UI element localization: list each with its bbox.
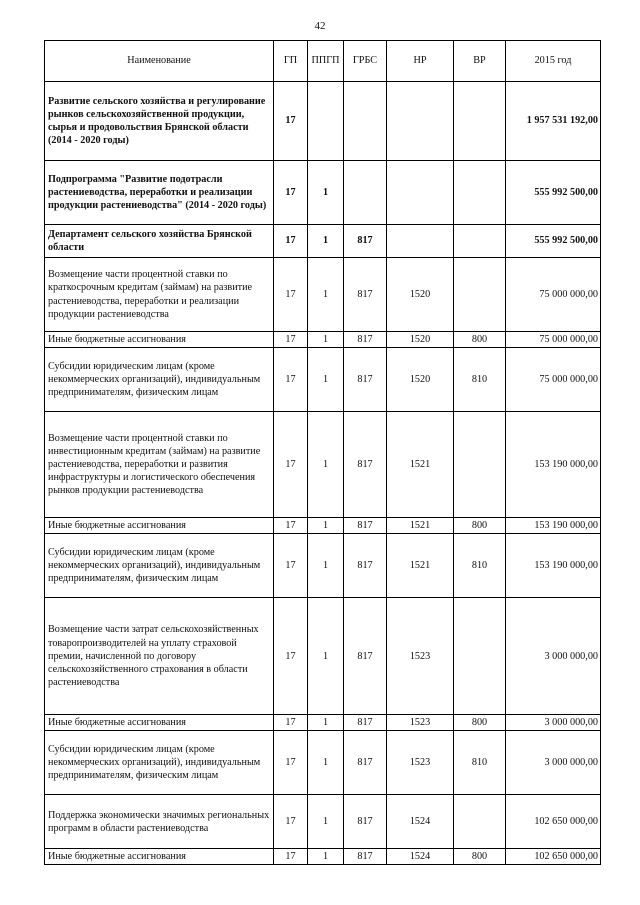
row-ppgp: 1 bbox=[308, 849, 344, 865]
table-row bbox=[45, 412, 601, 518]
table-row bbox=[45, 598, 601, 715]
row-vr bbox=[454, 258, 506, 332]
header-ppgp: ППГП bbox=[308, 41, 344, 82]
row-vr: 810 bbox=[454, 348, 506, 412]
row-gp: 17 bbox=[274, 412, 308, 518]
row-nr: 1520 bbox=[387, 258, 454, 332]
row-nr: 1523 bbox=[387, 598, 454, 715]
row-nr bbox=[387, 225, 454, 258]
row-vr bbox=[454, 795, 506, 849]
row-gp: 17 bbox=[274, 598, 308, 715]
row-vr: 810 bbox=[454, 534, 506, 598]
row-ppgp: 1 bbox=[308, 518, 344, 534]
row-grbs: 817 bbox=[344, 348, 387, 412]
row-gp: 17 bbox=[274, 518, 308, 534]
row-vr bbox=[454, 598, 506, 715]
row-name: Субсидии юридическим лицам (кроме некоммерческих организаций), индивидуальным предпринимателям, физическим лицам bbox=[45, 731, 274, 795]
row-gp: 17 bbox=[274, 332, 308, 348]
row-name: Иные бюджетные ассигнования bbox=[45, 518, 274, 534]
row-amount: 153 190 000,00 bbox=[506, 412, 601, 518]
row-ppgp: 1 bbox=[308, 225, 344, 258]
row-vr: 800 bbox=[454, 332, 506, 348]
row-gp: 17 bbox=[274, 225, 308, 258]
row-gp: 17 bbox=[274, 534, 308, 598]
table-row bbox=[45, 715, 601, 731]
header-grbs: ГРБС bbox=[344, 41, 387, 82]
row-gp: 17 bbox=[274, 258, 308, 332]
row-vr: 800 bbox=[454, 849, 506, 865]
row-vr bbox=[454, 82, 506, 161]
row-gp: 17 bbox=[274, 161, 308, 225]
row-name: Возмещение части процентной ставки по инвестиционным кредитам (займам) на развитие растениеводства, переработки и развития инфраструктуры и логистического обеспечения рынков продукции растениеводства bbox=[45, 412, 274, 518]
row-ppgp: 1 bbox=[308, 534, 344, 598]
row-nr: 1521 bbox=[387, 518, 454, 534]
row-vr: 810 bbox=[454, 731, 506, 795]
table-row bbox=[45, 518, 601, 534]
row-amount: 102 650 000,00 bbox=[506, 795, 601, 849]
table-row bbox=[45, 849, 601, 865]
row-nr: 1521 bbox=[387, 412, 454, 518]
row-ppgp: 1 bbox=[308, 715, 344, 731]
table-row bbox=[45, 795, 601, 849]
row-ppgp: 1 bbox=[308, 258, 344, 332]
row-grbs: 817 bbox=[344, 225, 387, 258]
row-grbs: 817 bbox=[344, 795, 387, 849]
row-amount: 3 000 000,00 bbox=[506, 731, 601, 795]
row-grbs: 817 bbox=[344, 715, 387, 731]
row-vr: 800 bbox=[454, 518, 506, 534]
row-name: Возмещение части процентной ставки по краткосрочным кредитам (займам) на развитие растениеводства, переработки и реализации продукции растениеводства bbox=[45, 258, 274, 332]
row-ppgp: 1 bbox=[308, 412, 344, 518]
table-row bbox=[45, 332, 601, 348]
row-name: Возмещение части затрат сельскохозяйственных товаропроизводителей на уплату страховой премии, начисленной по договору сельскохозяйственного страхования в области растениеводства bbox=[45, 598, 274, 715]
row-nr: 1521 bbox=[387, 534, 454, 598]
row-amount: 75 000 000,00 bbox=[506, 348, 601, 412]
row-name: Департамент сельского хозяйства Брянской области bbox=[45, 225, 274, 258]
row-ppgp: 1 bbox=[308, 161, 344, 225]
row-grbs bbox=[344, 161, 387, 225]
row-grbs: 817 bbox=[344, 412, 387, 518]
row-amount: 3 000 000,00 bbox=[506, 715, 601, 731]
header-year: 2015 год bbox=[506, 41, 601, 82]
table-row bbox=[45, 534, 601, 598]
header-nr: НР bbox=[387, 41, 454, 82]
row-vr bbox=[454, 161, 506, 225]
row-grbs: 817 bbox=[344, 534, 387, 598]
row-name: Развитие сельского хозяйства и регулирование рынков сельскохозяйственной продукции, сырья и продовольствия Брянской области (2014 - 2020 годы) bbox=[45, 82, 274, 161]
row-ppgp: 1 bbox=[308, 598, 344, 715]
row-nr: 1520 bbox=[387, 332, 454, 348]
header-gp: ГП bbox=[274, 41, 308, 82]
row-nr: 1523 bbox=[387, 731, 454, 795]
row-gp: 17 bbox=[274, 82, 308, 161]
row-grbs: 817 bbox=[344, 598, 387, 715]
row-name: Иные бюджетные ассигнования bbox=[45, 332, 274, 348]
table-row bbox=[45, 225, 601, 258]
row-nr: 1520 bbox=[387, 348, 454, 412]
row-amount: 153 190 000,00 bbox=[506, 518, 601, 534]
row-vr: 800 bbox=[454, 715, 506, 731]
row-name: Поддержка экономически значимых региональных программ в области растениеводства bbox=[45, 795, 274, 849]
row-grbs: 817 bbox=[344, 849, 387, 865]
row-name: Иные бюджетные ассигнования bbox=[45, 849, 274, 865]
row-name: Субсидии юридическим лицам (кроме некоммерческих организаций), индивидуальным предпринимателям, физическим лицам bbox=[45, 348, 274, 412]
row-amount: 3 000 000,00 bbox=[506, 598, 601, 715]
row-ppgp: 1 bbox=[308, 731, 344, 795]
row-name: Подпрограмма "Развитие подотрасли растениеводства, переработки и реализации продукции растениеводства" (2014 - 2020 годы) bbox=[45, 161, 274, 225]
row-nr: 1524 bbox=[387, 849, 454, 865]
row-nr bbox=[387, 82, 454, 161]
row-name: Иные бюджетные ассигнования bbox=[45, 715, 274, 731]
row-gp: 17 bbox=[274, 715, 308, 731]
row-amount: 555 992 500,00 bbox=[506, 161, 601, 225]
table-row bbox=[45, 731, 601, 795]
row-grbs: 817 bbox=[344, 518, 387, 534]
row-grbs bbox=[344, 82, 387, 161]
row-amount: 102 650 000,00 bbox=[506, 849, 601, 865]
row-amount: 153 190 000,00 bbox=[506, 534, 601, 598]
table-row bbox=[45, 82, 601, 161]
row-name: Субсидии юридическим лицам (кроме некоммерческих организаций), индивидуальным предпринимателям, физическим лицам bbox=[45, 534, 274, 598]
row-grbs: 817 bbox=[344, 731, 387, 795]
row-vr bbox=[454, 225, 506, 258]
row-nr: 1524 bbox=[387, 795, 454, 849]
page-number: 42 bbox=[314, 20, 326, 32]
header-name: Наименование bbox=[45, 41, 274, 82]
row-grbs: 817 bbox=[344, 332, 387, 348]
row-gp: 17 bbox=[274, 348, 308, 412]
row-ppgp bbox=[308, 82, 344, 161]
row-ppgp: 1 bbox=[308, 795, 344, 849]
row-nr bbox=[387, 161, 454, 225]
table-row bbox=[45, 161, 601, 225]
row-amount: 75 000 000,00 bbox=[506, 332, 601, 348]
row-gp: 17 bbox=[274, 795, 308, 849]
row-nr: 1523 bbox=[387, 715, 454, 731]
row-grbs: 817 bbox=[344, 258, 387, 332]
row-gp: 17 bbox=[274, 849, 308, 865]
row-vr bbox=[454, 412, 506, 518]
row-amount: 75 000 000,00 bbox=[506, 258, 601, 332]
row-gp: 17 bbox=[274, 731, 308, 795]
budget-table bbox=[44, 40, 601, 865]
row-amount: 1 957 531 192,00 bbox=[506, 82, 601, 161]
row-ppgp: 1 bbox=[308, 332, 344, 348]
row-amount: 555 992 500,00 bbox=[506, 225, 601, 258]
row-ppgp: 1 bbox=[308, 348, 344, 412]
table-row bbox=[45, 348, 601, 412]
header-vr: ВР bbox=[454, 41, 506, 82]
table-header-row bbox=[45, 41, 601, 82]
table-row bbox=[45, 258, 601, 332]
